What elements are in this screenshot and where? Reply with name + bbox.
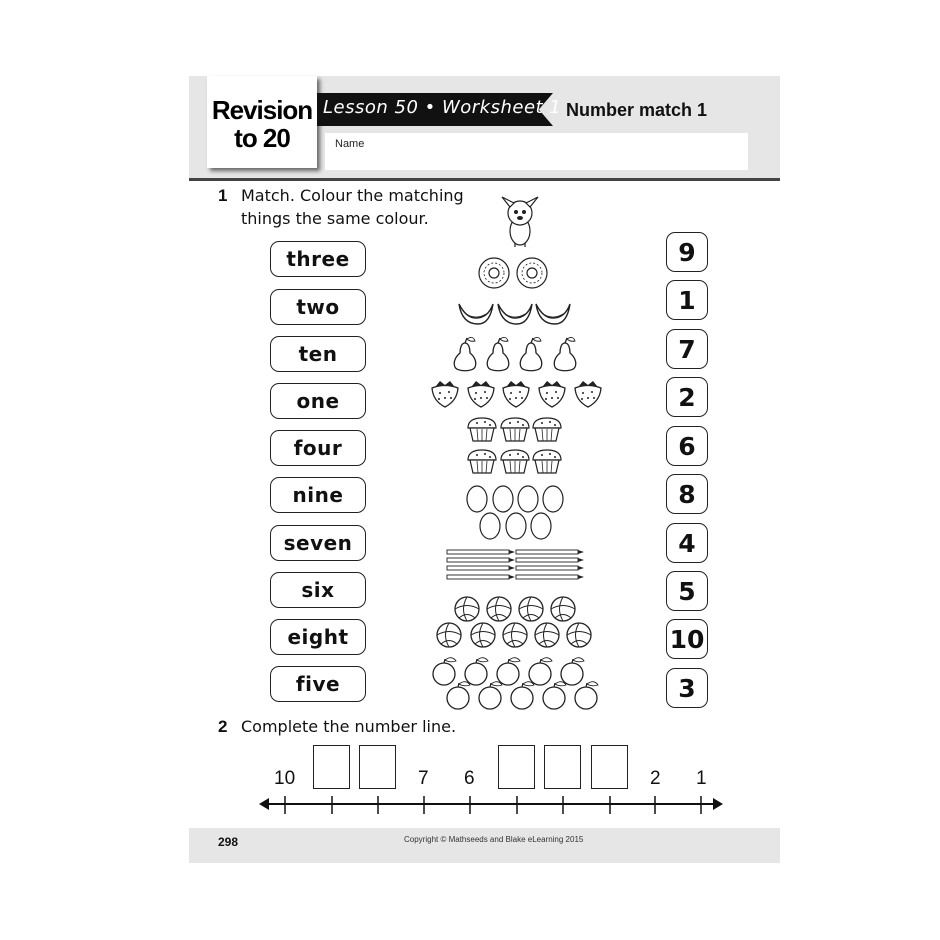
pear-icon [454,337,576,370]
number-line-answer-box[interactable] [498,745,535,789]
ball-icon [437,597,591,647]
topic-line-1: Revision [211,95,313,125]
topic-title [207,96,317,152]
number-card[interactable]: 7 [666,329,708,369]
number-card[interactable]: 6 [666,426,708,466]
word-card[interactable]: four [270,430,366,466]
number-line-label: 2 [650,768,661,789]
number-line-label: 7 [418,768,429,789]
number-card[interactable]: 5 [666,571,708,611]
pencil-icon [447,550,584,579]
number-card[interactable]: 3 [666,668,708,708]
header-rule [189,178,780,181]
word-card[interactable]: one [270,383,366,419]
orange-icon [433,658,598,709]
question-2-number: 2 [218,717,228,736]
number-card[interactable]: 1 [666,280,708,320]
donut-icon [479,258,547,288]
name-label: Name [335,138,365,150]
dog-icon [502,197,538,247]
word-card[interactable]: seven [270,525,366,561]
word-card[interactable]: nine [270,477,366,513]
lesson-label: Lesson 50 • Worksheet 1 [323,97,562,118]
banana-icon [459,304,570,324]
word-card[interactable]: eight [270,619,366,655]
word-card[interactable]: five [270,666,366,702]
number-line-label: 1 [696,768,707,789]
word-card[interactable]: ten [270,336,366,372]
number-card[interactable]: 10 [666,619,708,659]
question-2-instruction: Complete the number line. [241,717,457,736]
picture-groups [420,190,620,715]
copyright-notice: Copyright © Mathseeds and Blake eLearning 2015 [404,835,584,844]
word-card[interactable]: three [270,241,366,277]
strawberry-icon [432,381,601,407]
number-line-label: 6 [464,768,475,789]
word-card[interactable]: two [270,289,366,325]
number-line [255,740,735,820]
cupcake-icon [468,418,561,473]
number-card[interactable]: 2 [666,377,708,417]
topic-line-2: to 20 [234,123,290,153]
footer-band [189,828,780,863]
number-line-label: 10 [274,768,296,789]
name-field[interactable] [325,133,748,170]
number-line-answer-box[interactable] [544,745,581,789]
worksheet-title: Number match 1 [566,100,708,120]
number-card[interactable]: 8 [666,474,708,514]
number-line-answer-box[interactable] [313,745,350,789]
number-card[interactable]: 9 [666,232,708,272]
page-number: 298 [218,835,239,849]
number-line-answer-box[interactable] [591,745,628,789]
word-card[interactable]: six [270,572,366,608]
number-card[interactable]: 4 [666,523,708,563]
instruction-line-1: Match. Colour the matching [241,186,464,205]
number-line-answer-box[interactable] [359,745,396,789]
egg-icon [467,486,563,539]
question-1-number: 1 [218,186,228,205]
instruction-line-2: things the same colour. [241,209,429,228]
